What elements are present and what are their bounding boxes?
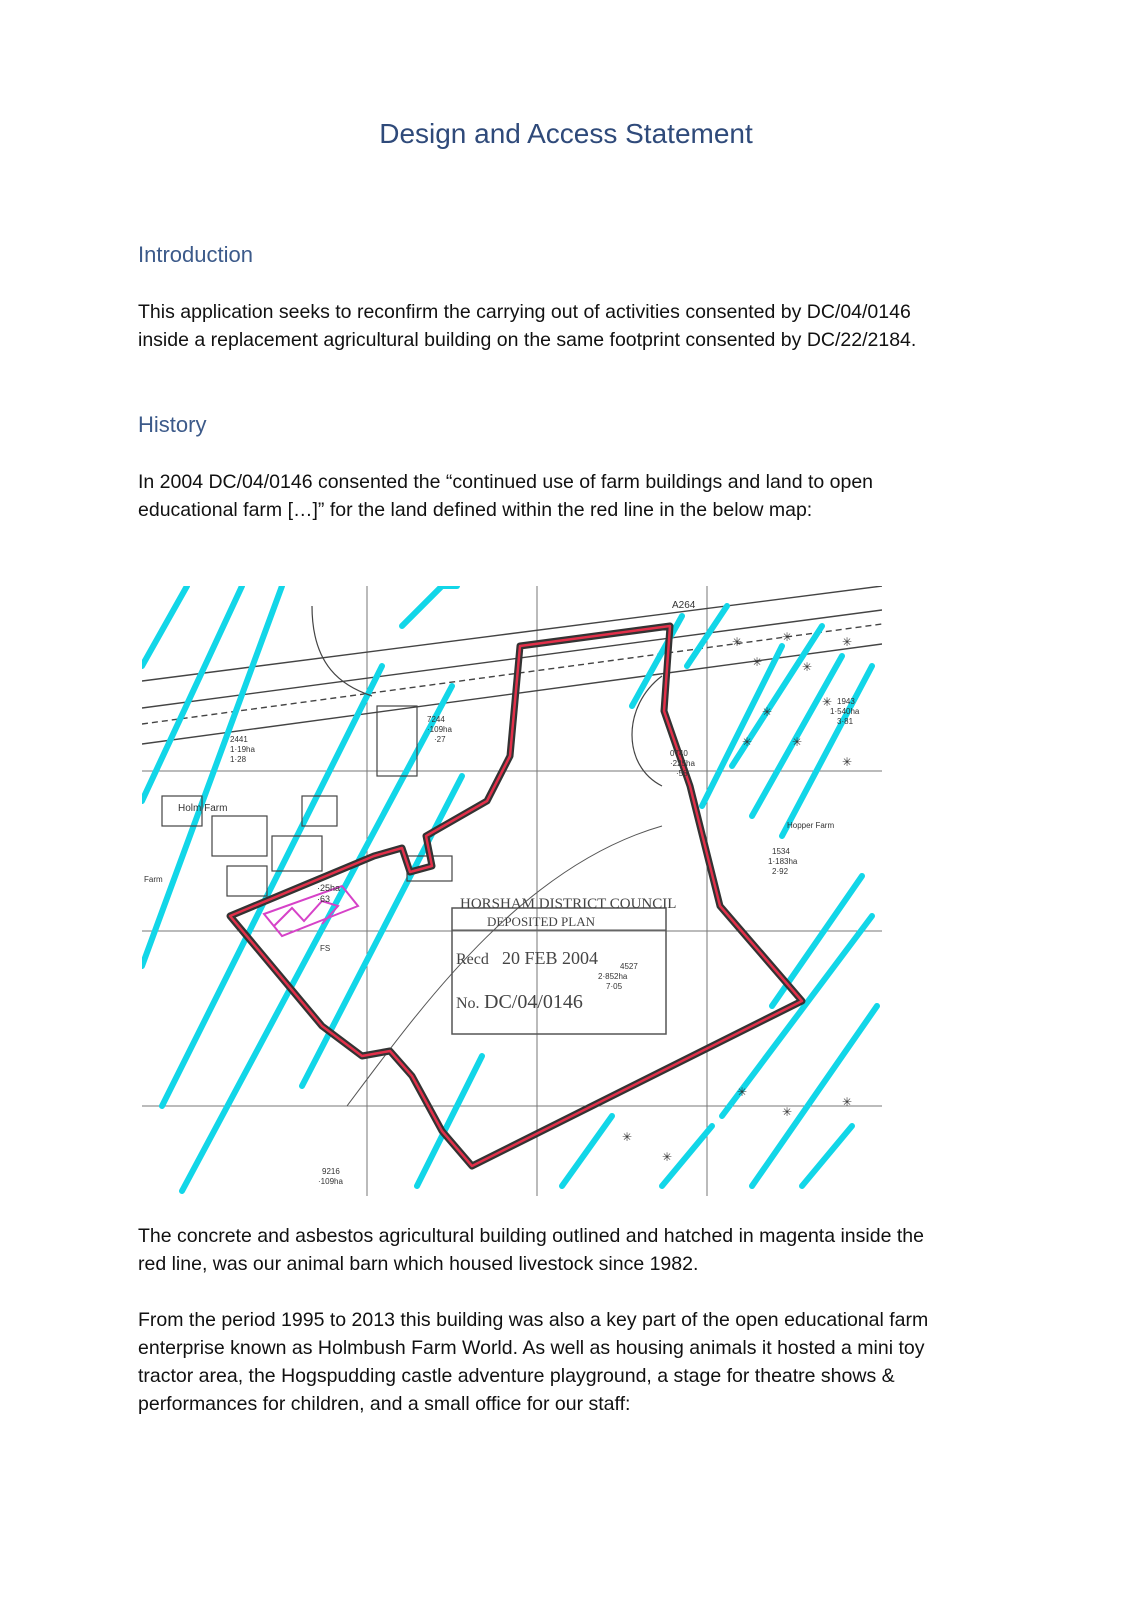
svg-text:✳: ✳	[842, 635, 853, 649]
parcel-1534-area: 1·183ha	[768, 857, 798, 866]
stamp-ref: DC/04/0146	[484, 991, 583, 1013]
description-line: From the period 1995 to 2013 this building was also a key part of the open educational farm	[138, 1309, 929, 1331]
parcel-1534-label: 1534	[772, 847, 790, 856]
svg-text:✳: ✳	[662, 1150, 673, 1164]
parcel-2441-label: 2441	[230, 735, 248, 744]
description-line: enterprise known as Holmbush Farm World. As well as housing animals it hosted a mini toy	[138, 1337, 925, 1359]
svg-text:✳: ✳	[802, 660, 813, 674]
description-paragraph-2	[138, 1306, 1018, 1418]
introduction-line: inside a replacement agricultural building on the same footprint consented by DC/22/2184.	[138, 329, 917, 351]
parcel-7244-acres: ·27	[434, 735, 446, 744]
history-line: In 2004 DC/04/0146 consented the “continued use of farm buildings and land to open	[138, 471, 874, 493]
site-location-map	[142, 586, 882, 1196]
introduction-paragraph	[138, 298, 1018, 354]
parcel-1943-acres: 3·81	[837, 717, 854, 726]
parcel-9216-area: ·109ha	[318, 1177, 343, 1186]
svg-text:✳: ✳	[842, 1095, 853, 1109]
stamp-recd-date: 20 FEB 2004	[502, 948, 599, 968]
document-title: Design and Access Statement	[379, 118, 753, 149]
parcel-2441-acres: 1·28	[230, 755, 247, 764]
parcel-1943-label: 1943	[837, 697, 855, 706]
parcel-4527-label: 4527	[620, 962, 638, 971]
stamp-plan: DEPOSITED PLAN	[487, 914, 595, 929]
svg-text:✳: ✳	[742, 735, 753, 749]
svg-text:✳: ✳	[792, 735, 803, 749]
introduction-line: This application seeks to reconfirm the carrying out of activities consented by DC/04/0146	[138, 301, 911, 323]
parcel-0740-acres: ·58	[676, 769, 688, 778]
stamp-recd-label: Recd	[456, 951, 489, 968]
description-paragraph-1	[138, 1222, 1018, 1278]
svg-text:✳: ✳	[732, 635, 743, 649]
history-heading: History	[138, 412, 207, 437]
svg-text:✳: ✳	[822, 695, 833, 709]
parcel-7244-label: 7244	[427, 715, 445, 724]
svg-text:✳: ✳	[782, 630, 793, 644]
svg-text:✳: ✳	[762, 705, 773, 719]
history-line: educational farm […]” for the land defined within the red line in the below map:	[138, 499, 813, 521]
description-line: The concrete and asbestos agricultural building outlined and hatched in magenta inside the	[138, 1225, 924, 1247]
description-line: performances for children, and a small office for our staff:	[138, 1393, 631, 1415]
svg-text:✳: ✳	[782, 1105, 793, 1119]
svg-text:✳: ✳	[752, 655, 763, 669]
holm-farm-label: Holm Farm	[178, 803, 228, 814]
parcel-4527-area: 2·852ha	[598, 972, 628, 981]
parcel-2441-area: 1·19ha	[230, 745, 255, 754]
introduction-heading: Introduction	[138, 242, 253, 267]
stamp-council: HORSHAM DISTRICT COUNCIL	[460, 896, 677, 912]
svg-text:✳: ✳	[622, 1130, 633, 1144]
svg-text:✳: ✳	[737, 1085, 748, 1099]
hopper-farm-label: Hopper Farm	[787, 821, 835, 830]
fs-label: FS	[320, 944, 331, 953]
road-number-label: A264	[672, 600, 696, 611]
parcel-0740-area: ·225ha	[670, 759, 695, 768]
history-paragraph	[138, 468, 1018, 524]
parcel-1534-acres: 2·92	[772, 867, 789, 876]
stamp-no-label: No.	[456, 995, 480, 1012]
parcel-7244-area: ·109ha	[427, 725, 452, 734]
parcel-4527-acres: 7·05	[606, 982, 623, 991]
magenta-acres-label: ·63	[317, 894, 331, 904]
description-line: red line, was our animal barn which housed livestock since 1982.	[138, 1253, 699, 1275]
farm-label: Farm	[144, 875, 163, 884]
parcel-0740-label: 0740	[670, 749, 688, 758]
description-line: tractor area, the Hogspudding castle adventure playground, a stage for theatre shows &	[138, 1365, 895, 1387]
svg-text:✳: ✳	[842, 755, 853, 769]
magenta-area-label: ·25ha	[317, 883, 341, 893]
parcel-9216-label: 9216	[322, 1167, 340, 1176]
parcel-1943-area: 1·540ha	[830, 707, 860, 716]
